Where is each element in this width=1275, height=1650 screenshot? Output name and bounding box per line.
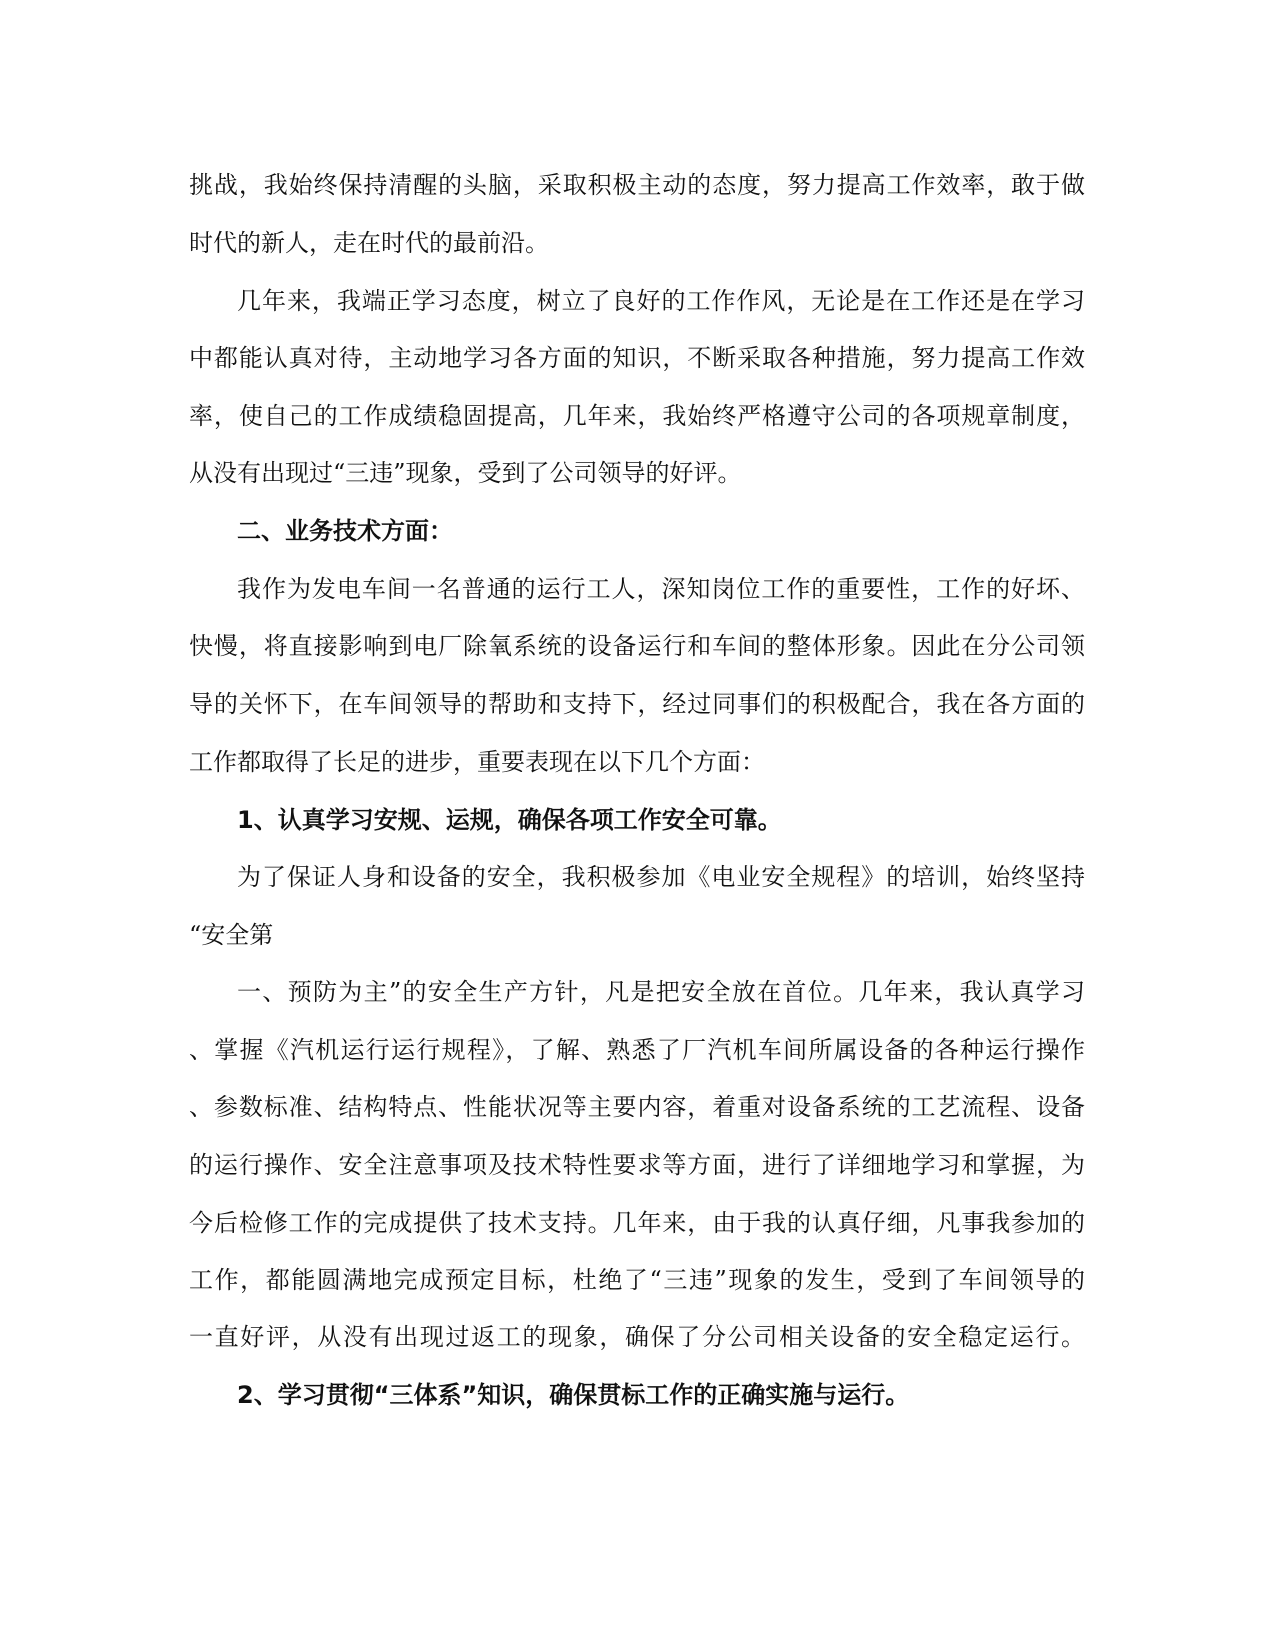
- paragraph-line: 中都能认真对待，主动地学习各方面的知识，不断采取各种措施，努力提高工作效: [189, 344, 1085, 372]
- paragraph-line: “安全第: [189, 921, 274, 949]
- paragraph-line: 挑战，我始终保持清醒的头脑，采取积极主动的态度，努力提高工作效率，敢于做: [189, 171, 1085, 199]
- paragraph-line: 、参数标准、结构特点、性能状况等主要内容，着重对设备系统的工艺流程、设备: [189, 1093, 1085, 1121]
- paragraph-line: 我作为发电车间一名普通的运行工人，深知岗位工作的重要性，工作的好坏、: [237, 575, 1085, 603]
- section-heading: 二、业务技术方面：: [237, 517, 453, 545]
- paragraph-line: 一直好评，从没有出现过返工的现象，确保了分公司相关设备的安全稳定运行。: [189, 1323, 1085, 1351]
- paragraph-line: 时代的新人，走在时代的最前沿。: [189, 229, 549, 257]
- paragraph-line: 快慢，将直接影响到电厂除氧系统的设备运行和车间的整体形象。因此在分公司领: [189, 632, 1085, 660]
- paragraph-line: 工作都取得了长足的进步，重要表现在以下几个方面：: [189, 748, 765, 776]
- paragraph-line: 工作，都能圆满地完成预定目标，杜绝了“三违”现象的发生，受到了车间领导的: [189, 1266, 1085, 1294]
- paragraph-line: 、掌握《汽机运行运行规程》，了解、熟悉了厂汽机车间所属设备的各种运行操作: [189, 1036, 1085, 1064]
- paragraph-line: 今后检修工作的完成提供了技术支持。几年来，由于我的认真仔细，凡事我参加的: [189, 1209, 1085, 1237]
- section-heading: 2、学习贯彻“三体系”知识，确保贯标工作的正确实施与运行。: [237, 1381, 910, 1409]
- section-heading: 1、认真学习安规、运规，确保各项工作安全可靠。: [237, 806, 782, 834]
- paragraph-line: 的运行操作、安全注意事项及技术特性要求等方面，进行了详细地学习和掌握，为: [189, 1151, 1085, 1179]
- paragraph-line: 从没有出现过“三违”现象，受到了公司领导的好评。: [189, 459, 742, 487]
- paragraph-line: 几年来，我端正学习态度，树立了良好的工作作风，无论是在工作还是在学习: [237, 287, 1085, 315]
- paragraph-line: 率，使自己的工作成绩稳固提高，几年来，我始终严格遵守公司的各项规章制度，: [189, 402, 1085, 430]
- paragraph-line: 导的关怀下，在车间领导的帮助和支持下，经过同事们的积极配合，我在各方面的: [189, 690, 1085, 718]
- paragraph-line: 一、预防为主”的安全生产方针，凡是把安全放在首位。几年来，我认真学习: [237, 978, 1085, 1006]
- paragraph-line: 为了保证人身和设备的安全，我积极参加《电业安全规程》的培训，始终坚持: [237, 863, 1085, 891]
